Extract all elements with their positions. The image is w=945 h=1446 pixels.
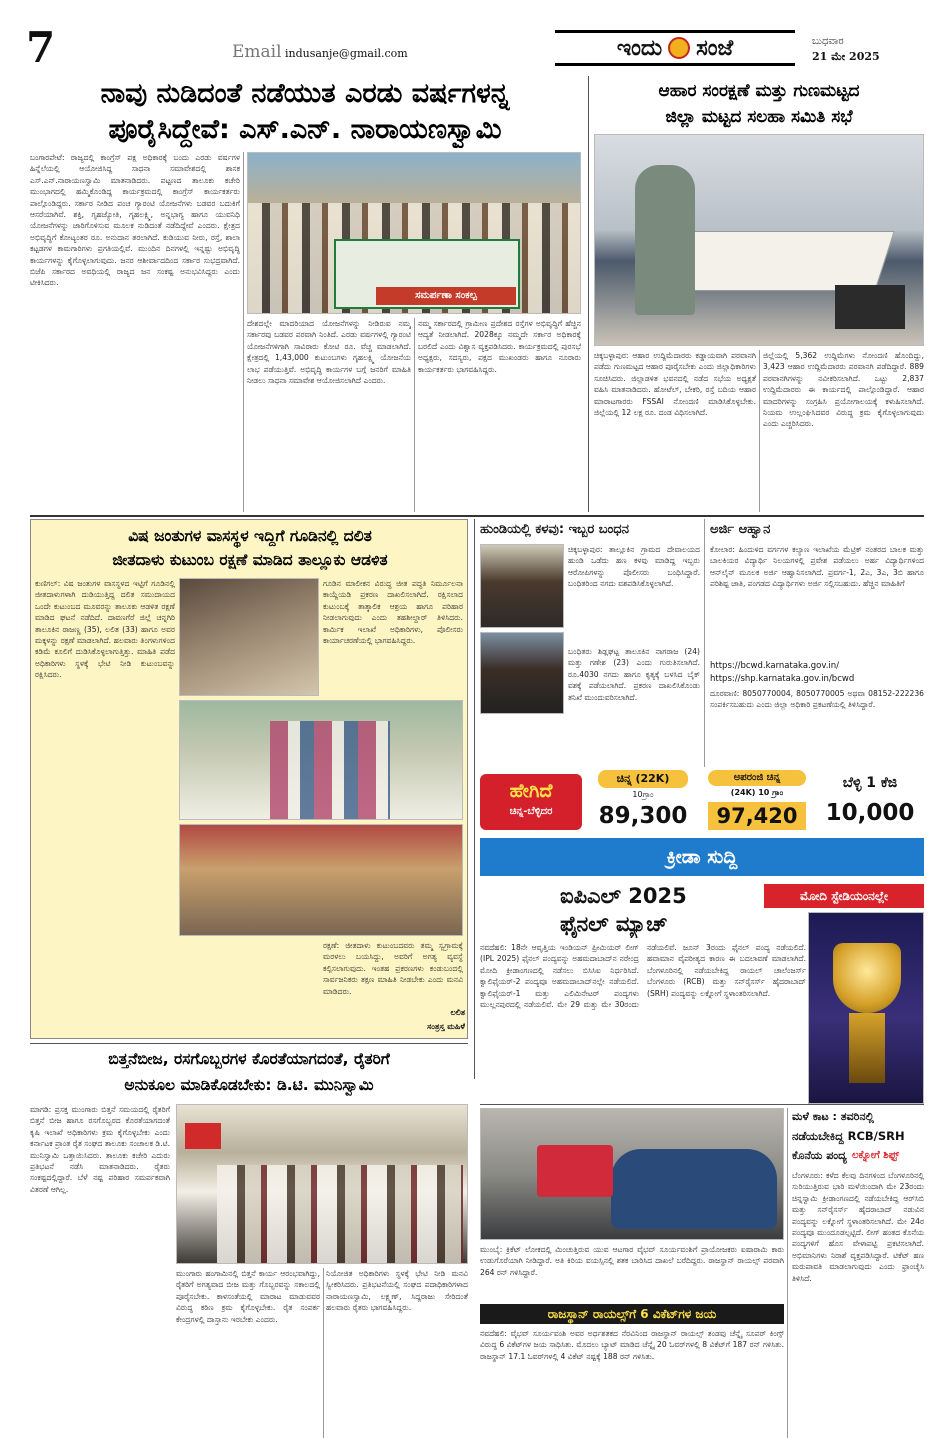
rr-caption: ಮುಂಬೈ: ಕ್ರಿಕೆಟ್ ಲೋಕದಲ್ಲಿ ಮಿಂಚುತ್ತಿರುವ ಯುವ ಆಟಗಾರ ವೈಭವ್ ಸೂರ್ಯವಂಶಿಗೆ ಪ್ರಾಯೋಜಕರು ಐಷಾರಾಮಿ ಕಾರು ಉಡುಗೊರೆಯಾಗಿ ನೀಡಿದ್ದಾರೆ. ಅತಿ ಕಿರಿಯ ವಯಸ್ಸಿನಲ್ಲಿ ಶತಕ ಬಾರಿಸಿದ ದಾಖಲೆ ಬರೆದಿದ್ದರು. ರಾಜಸ್ಥಾನ್ ರಾಯಲ್ಸ್ ಪರವಾಗಿ 264 ರನ್ ಗಳಿಸಿದ್ದಾರೆ. <box>480 1245 784 1277</box>
car-photo <box>480 1108 784 1240</box>
silver-card <box>816 770 924 832</box>
rr-body: ನವದೆಹಲಿ: ವೈಭವ್ ಸೂರ್ಯವಂಶಿ ಅವರ ಅರ್ಧಶತಕದ ನೆರವಿನಿಂದ ರಾಜಸ್ಥಾನ್ ರಾಯಲ್ಸ್ ತಂಡವು ಚೆನ್ನೈ ಸೂಪರ್ ಕಿಂಗ್ಸ್ ವಿರುದ್ಧ 6 ವಿಕೆಟ್‌ಗಳ ಜಯ ಸಾಧಿಸಿತು. ಮೊದಲು ಬ್ಯಾಟ್ ಮಾಡಿದ ಚೆನ್ನೈ 20 ಓವರ್‌ಗಳಲ್ಲಿ 8 ವಿಕೆಟ್‌ಗೆ 187 ರನ್ ಗಳಿಸಿತು. ರಾಜಸ್ಥಾನ್ 17.1 ಓವರ್‌ಗಳಲ್ಲಿ 4 ವಿಕೆಟ್ ನಷ್ಟಕ್ಕೆ 188 ರನ್ ಗಳಿಸಿತು. <box>480 1329 784 1361</box>
protest-photo <box>176 1104 468 1264</box>
gold24-card <box>702 770 812 832</box>
gold22-card <box>588 770 698 832</box>
sports-section-banner <box>480 838 924 876</box>
rr-headline: ರಾಜಸ್ಥಾನ್ ರಾಯಲ್ಸ್‌ಗೆ 6 ವಿಕೆಟ್‌ಗಳ ಜಯ <box>547 1307 717 1321</box>
food-body-col-1: ಚಿಕ್ಕಬಳ್ಳಾಪುರ: ಆಹಾರ ಉದ್ದಿಮೆದಾರರು ಕಡ್ಡಾಯವಾಗಿ ಪರವಾನಗಿ ಪಡೆದು ಗುಣಮಟ್ಟದ ಆಹಾರ ಪೂರೈಸಬೇಕು ಎಂದು ಜಿಲ್ಲಾಧಿಕಾರಿಗಳು ಸೂಚಿಸಿದರು. ಜಿಲ್ಲಾಡಳಿತ ಭವನದಲ್ಲಿ ನಡೆದ ಸಭೆಯ ಅಧ್ಯಕ್ಷತೆ ವಹಿಸಿ ಮಾತನಾಡಿದರು. ಹೋಟೆಲ್, ಬೇಕರಿ, ರಸ್ತೆ ಬದಿಯ ಆಹಾರ ಮಾರಾಟಗಾರರು FSSAI ನೋಂದಣಿ ಮಾಡಿಸಿಕೊಳ್ಳಬೇಕು. ಜಿಲ್ಲೆಯಲ್ಲಿ 12 ಲಕ್ಷ ರೂ. ದಂಡ ವಿಧಿಸಲಾಗಿದೆ. <box>594 351 756 418</box>
kiln-photo-1 <box>179 578 319 696</box>
horizontal-rule <box>30 515 924 517</box>
lead-headline-2: ಪೂರೈಸಿದ್ದೇವೆ: ಎಸ್.ಎನ್. ನಾರಾಯಣಸ್ವಾಮಿ <box>108 114 502 145</box>
sports-section-title: ಕ್ರೀಡಾ ಸುದ್ದಿ <box>666 846 738 868</box>
dalit-story-box <box>30 519 468 1039</box>
application-headline: ಅರ್ಜಿ ಆಹ್ವಾನ <box>710 522 771 537</box>
gold22-label: ಚಿನ್ನ (22K) <box>598 770 688 788</box>
column-rule <box>787 1108 788 1438</box>
lead-body-col-2: ದೇಶದಲ್ಲೇ ಮಾದರಿಯಾದ ಯೋಜನೆಗಳನ್ನು ನೀಡಿರುವ ನಮ್ಮ ಸರ್ಕಾರವು ಬಡವರ ಪರವಾಗಿ ನಿಂತಿದೆ. ಎರಡು ವರ್ಷಗಳಲ್ಲಿ ಗ್ಯಾರಂಟಿ ಯೋಜನೆಗಳಿಗಾಗಿ ಸಾವಿರಾರು ಕೋಟಿ ರೂ. ವೆಚ್ಚ ಮಾಡಲಾಗಿದೆ. ಕ್ಷೇತ್ರದಲ್ಲಿ 1,43,000 ಕುಟುಂಬಗಳು ಗೃಹಲಕ್ಷ್ಮಿ ಯೋಜನೆಯ ಲಾಭ ಪಡೆಯುತ್ತಿವೆ. ಅಭಿವೃದ್ಧಿ ಕಾರ್ಯಗಳ ಬಗ್ಗೆ ಜನರಿಗೆ ಮಾಹಿತಿ ನೀಡಲು ಸಾಧನಾ ಸಮಾವೇಶ ಆಯೋಜಿಸಲಾಗಿದೆ ಎಂದರು. <box>247 319 411 386</box>
gold22-unit: 10ಗ್ರಾಂ <box>632 790 654 799</box>
lead-body-col-1: ಬಂಗಾರಪೇಟೆ: ರಾಜ್ಯದಲ್ಲಿ ಕಾಂಗ್ರೆಸ್ ಪಕ್ಷ ಅಧಿಕಾರಕ್ಕೆ ಬಂದು ಎರಡು ವರ್ಷಗಳ ಹಿನ್ನೆಲೆಯಲ್ಲಿ ಆಯೋಜಿಸಿದ್ದ ಸಾಧನಾ ಸಮಾವೇಶದಲ್ಲಿ ಶಾಸಕ ಎಸ್.ಎನ್.ನಾರಾಯಣಸ್ವಾಮಿ ಮಾತನಾಡಿದರು. ಪಟ್ಟಣದ ತಾಲೂಕು ಕಚೇರಿ ಮುಂಭಾಗದಲ್ಲಿ ಹಮ್ಮಿಕೊಂಡಿದ್ದ ಕಾರ್ಯಕ್ರಮದಲ್ಲಿ ಕಾಂಗ್ರೆಸ್ ಕಾರ್ಯಕರ್ತರು ಪಾಲ್ಗೊಂಡಿದ್ದರು. ಸರ್ಕಾರ ನೀಡಿದ ಪಂಚ ಗ್ಯಾರಂಟಿ ಯೋಜನೆಗಳು ಬಡವರ ಬದುಕಿಗೆ ಆಸರೆಯಾಗಿವೆ. ಶಕ್ತಿ, ಗೃಹಜ್ಯೋತಿ, ಗೃಹಲಕ್ಷ್ಮಿ, ಅನ್ನಭಾಗ್ಯ ಹಾಗೂ ಯುವನಿಧಿ ಯೋಜನೆಗಳನ್ನು ಜಾರಿಗೊಳಿಸುವ ಮೂಲಕ ನುಡಿದಂತೆ ನಡೆದಿದ್ದೇವೆ ಎಂದರು. ಕ್ಷೇತ್ರದ ಅಭಿವೃದ್ಧಿಗೆ ಕೋಟ್ಯಂತರ ರೂ. ಅನುದಾನ ತರಲಾಗಿದೆ. ಕುಡಿಯುವ ನೀರು, ರಸ್ತೆ, ಶಾಲಾ ಕಟ್ಟಡಗಳ ಕಾಮಗಾರಿಗಳು ಪ್ರಗತಿಯಲ್ಲಿವೆ. ಮುಂದಿನ ದಿನಗಳಲ್ಲಿ ಇನ್ನಷ್ಟು ಅಭಿವೃದ್ಧಿ ಕಾರ್ಯಗಳನ್ನು ಕೈಗೊಳ್ಳಲಾಗುವುದು. ಜನರ ಆಶೀರ್ವಾದದಿಂದ ಸರ್ಕಾರ ಸುಭದ್ರವಾಗಿದೆ. ಬಿಜೆಪಿ ಸರ್ಕಾರದ ಅವಧಿಯಲ್ಲಿ ರಾಜ್ಯದ ಜನ ಸಂಕಷ್ಟ ಅನುಭವಿಸಿದ್ದರು ಎಂದು ಟೀಕಿಸಿದರು. <box>30 153 240 288</box>
section-divider <box>474 519 475 1079</box>
rcb-headline-1: ಮಳೆ ಕಾಟ : ತವರಿನಲ್ಲಿ <box>792 1110 874 1123</box>
lead-headline-1: ನಾವು ನುಡಿದಂತೆ ನಡೆಯುತ ಎರಡು ವರ್ಷಗಳನ್ನ <box>100 78 510 109</box>
ipl-headline-2: ಫೈನಲ್ ಮ್ಯಾಚ್ <box>560 912 668 936</box>
lead-body-col-3: ನಮ್ಮ ಸರ್ಕಾರದಲ್ಲಿ ಗ್ರಾಮೀಣ ಪ್ರದೇಶದ ರಸ್ತೆಗಳ ಅಭಿವೃದ್ಧಿಗೆ ಹೆಚ್ಚಿನ ಆದ್ಯತೆ ನೀಡಲಾಗಿದೆ. 2028ಕ್ಕೂ ನಮ್ಮದೇ ಸರ್ಕಾರ ಅಧಿಕಾರಕ್ಕೆ ಬರಲಿದೆ ಎಂದು ವಿಶ್ವಾಸ ವ್ಯಕ್ತಪಡಿಸಿದರು. ಕಾರ್ಯಕ್ರಮದಲ್ಲಿ ಪುರಸಭೆ ಅಧ್ಯಕ್ಷರು, ಸದಸ್ಯರು, ಪಕ್ಷದ ಮುಖಂಡರು ಹಾಗೂ ನೂರಾರು ಕಾರ್ಯಕರ್ತರು ಭಾಗವಹಿಸಿದ್ದರು. <box>418 319 581 374</box>
gold24-unit: (24K) 10 ಗ್ರಾಂ <box>730 788 784 797</box>
weekday: ಬುಧವಾರ <box>812 36 844 47</box>
application-link-2[interactable]: https://shp.karnataka.gov.in/bcwd <box>710 674 855 684</box>
section-divider <box>588 76 589 512</box>
application-link-1[interactable]: https://bcwd.karnataka.gov.in/ <box>710 661 840 671</box>
column-rule <box>414 318 415 512</box>
food-headline-2: ಜಿಲ್ಲಾ ಮಟ್ಟದ ಸಲಹಾ ಸಮಿತಿ ಸಭೆ <box>665 107 853 127</box>
logo-right-text: ಸಂಜೆ <box>696 35 734 61</box>
food-body-col-2: ಜಿಲ್ಲೆಯಲ್ಲಿ 5,362 ಉದ್ದಿಮೆಗಳು ನೋಂದಣಿ ಹೊಂದಿದ್ದು, 3,423 ಆಹಾರ ಉದ್ದಿಮೆದಾರರು ಪರವಾನಗಿ ಪಡೆದಿದ್ದಾರೆ. 889 ಪರವಾನಗಿಗಳನ್ನು ನವೀಕರಿಸಲಾಗಿದೆ. ಒಟ್ಟು 2,837 ಉದ್ದಿಮೆದಾರರು ಈ ಕಾರ್ಯದಲ್ಲಿ ಪಾಲ್ಗೊಂಡಿದ್ದಾರೆ. ಆಹಾರ ಮಾದರಿಗಳನ್ನು ಸಂಗ್ರಹಿಸಿ ಪ್ರಯೋಗಾಲಯಕ್ಕೆ ಕಳುಹಿಸಲಾಗಿದೆ. ನಿಯಮ ಉಲ್ಲಂಘಿಸಿದವರ ವಿರುದ್ಧ ಕ್ರಮ ಕೈಗೊಳ್ಳಲಾಗುವುದು ಎಂದು ಎಚ್ಚರಿಸಿದರು. <box>763 351 924 429</box>
logo-left-text: ಇಂದು <box>616 35 663 61</box>
ipl-tag: ಮೋದಿ ಸ್ಟೇಡಿಯಂನಲ್ಲೇ <box>764 884 924 908</box>
kiln-photo-2 <box>179 700 463 820</box>
ipl-body-main: ನವದೆಹಲಿ: 18ನೇ ಆವೃತ್ತಿಯ ಇಂಡಿಯನ್ ಪ್ರೀಮಿಯರ್ ಲೀಗ್ (IPL 2025) ಫೈನಲ್ ಪಂದ್ಯವನ್ನು ಅಹಮದಾಬಾದ್‌ನ ನರೇಂದ್ರ ಮೋದಿ ಕ್ರೀಡಾಂಗಣದಲ್ಲಿ ನಡೆಸಲು ಬಿಸಿಸಿಐ ನಿರ್ಧರಿಸಿದೆ. ಕ್ವಾಲಿಫೈಯರ್-2 ಪಂದ್ಯವೂ ಅಹಮದಾಬಾದ್‌ನಲ್ಲೇ ನಡೆಯಲಿದೆ. ಕ್ವಾಲಿಫೈಯರ್-1 ಮತ್ತು ಎಲಿಮಿನೇಟರ್ ಪಂದ್ಯಗಳು ಮುಲ್ಲನಪುರದಲ್ಲಿ ನಡೆಯಲಿವೆ. ಮೇ 29 ಮತ್ತು ಮೇ 30ರಂದು ನಡೆಯಲಿವೆ. ಜೂನ್ 3ರಂದು ಫೈನಲ್ ಪಂದ್ಯ ನಡೆಯಲಿದೆ. ಹವಾಮಾನ ವೈಪರೀತ್ಯದ ಕಾರಣ ಈ ಬದಲಾವಣೆ ಮಾಡಲಾಗಿದೆ. ಬೆಂಗಳೂರಿನಲ್ಲಿ ನಡೆಯಬೇಕಿದ್ದ ರಾಯಲ್ ಚಾಲೆಂಜರ್ಸ್ ಬೆಂಗಳೂರು (RCB) ಮತ್ತು ಸನ್‌ರೈಸರ್ಸ್ ಹೈದರಾಬಾದ್ (SRH) ಪಂದ್ಯವನ್ನು ಲಕ್ನೋಗೆ ಸ್ಥಳಾಂತರಿಸಲಾಗಿದೆ. <box>480 943 806 1010</box>
banner-board <box>334 239 520 309</box>
people-group <box>270 721 390 819</box>
column-rule <box>323 1268 324 1438</box>
issue-date: 21 ಮೇ 2025 <box>812 50 880 63</box>
laptop-shape <box>835 285 905 329</box>
trophy-base <box>849 1013 885 1083</box>
theft-body-2: ಬಂಧಿತರು ಶಿಡ್ಲಘಟ್ಟ ತಾಲೂಕಿನ ನಾಗರಾಜ (24) ಮತ್ತು ಗಣೇಶ (23) ಎಂದು ಗುರುತಿಸಲಾಗಿದೆ. ರೂ.4030 ನಗದು ಹಾಗೂ ಕೃತ್ಯಕ್ಕೆ ಬಳಸಿದ ಬೈಕ್ ವಶಕ್ಕೆ ಪಡೆಯಲಾಗಿದೆ. ಪ್ರಕರಣ ದಾಖಲಿಸಿಕೊಂಡು ತನಿಖೆ ಮುಂದುವರಿಸಲಾಗಿದೆ. <box>568 647 700 702</box>
application-body: ಕೋಲಾರ: ಹಿಂದುಳಿದ ವರ್ಗಗಳ ಕಲ್ಯಾಣ ಇಲಾಖೆಯ ಮೆಟ್ರಿಕ್ ನಂತರದ ಬಾಲಕ ಮತ್ತು ಬಾಲಕಿಯರ ವಿದ್ಯಾರ್ಥಿ ನಿಲಯಗಳಲ್ಲಿ ಪ್ರವೇಶ ಪಡೆಯಲು ಅರ್ಹ ವಿದ್ಯಾರ್ಥಿಗಳಿಂದ ಆನ್‌ಲೈನ್ ಮೂಲಕ ಅರ್ಜಿ ಆಹ್ವಾನಿಸಲಾಗಿದೆ. ಪ್ರವರ್ಗ-1, 2ಎ, 3ಎ, 3ಬಿ ಹಾಗೂ ಪರಿಶಿಷ್ಟ ಜಾತಿ, ಪಂಗಡದ ವಿದ್ಯಾರ್ಥಿಗಳು ಅರ್ಜಿ ಸಲ್ಲಿಸಬಹುದು. ಹೆಚ್ಚಿನ ಮಾಹಿತಿಗೆ <box>710 545 924 589</box>
masthead <box>0 0 945 72</box>
speaker-figure <box>635 165 695 315</box>
dalit-body-col-2: ಗೂಡಿನ ಮಾಲೀಕನ ವಿರುದ್ಧ ಜೀತ ಪದ್ಧತಿ ನಿರ್ಮೂಲನಾ ಕಾಯ್ದೆಯಡಿ ಪ್ರಕರಣ ದಾಖಲಿಸಲಾಗಿದೆ. ರಕ್ಷಿಸಲಾದ ಕುಟುಂಬಕ್ಕೆ ತಾತ್ಕಾಲಿಕ ಆಶ್ರಯ ಹಾಗೂ ಪರಿಹಾರ ನೀಡಲಾಗುವುದು ಎಂದು ತಹಶೀಲ್ದಾರ್ ತಿಳಿಸಿದರು. ಕಾರ್ಮಿಕ ಇಲಾಖೆ ಅಧಿಕಾರಿಗಳು, ಪೊಲೀಸರು ಕಾರ್ಯಾಚರಣೆಯಲ್ಲಿ ಭಾಗವಹಿಸಿದ್ದರು. <box>323 579 463 646</box>
gold24-label: ಅಪರಂಜಿ ಚಿನ್ನ <box>708 770 806 786</box>
sponsor-card <box>537 1145 613 1197</box>
meeting-photo <box>594 134 924 346</box>
gold22-value: 89,300 <box>598 803 688 829</box>
silver-label: ಬೆಳ್ಳಿ 1 ಕೆಜಿ <box>842 775 898 791</box>
horizontal-rule <box>30 1043 468 1044</box>
kiln-photo-3 <box>179 824 463 936</box>
horizontal-rule <box>480 1104 924 1105</box>
dalit-body-col-3: ರಕ್ಷಣೆ: ಜೀತದಾಳು ಕುಟುಂಬದವರು ತಮ್ಮ ಸ್ವಗ್ರಾಮಕ್ಕೆ ಮರಳಲು ಬಯಸಿದ್ದು, ಅವರಿಗೆ ಅಗತ್ಯ ವ್ಯವಸ್ಥೆ ಕಲ್ಪಿಸಲಾಗುವುದು. ಇಂತಹ ಪ್ರಕರಣಗಳು ಕಂಡುಬಂದಲ್ಲಿ ಸಾರ್ವಜನಿಕರು ತಕ್ಷಣ ಮಾಹಿತಿ ನೀಡಬೇಕು ಎಂದು ಮನವಿ ಮಾಡಿದರು. <box>323 941 463 996</box>
rcb-headline-3: ಕೊನೆಯ ಪಂದ್ಯ <box>792 1149 847 1162</box>
silver-value: 10,000 <box>825 800 915 826</box>
farmers-headline-2: ಅನುಕೂಲ ಮಾಡಿಕೊಡಬೇಕು: ಡಿ.ಟಿ. ಮುನಿಸ್ವಾಮಿ <box>124 1076 374 1094</box>
banner-text: ಸಮರ್ಪಣಾ ಸಂಕಲ್ಪ <box>376 287 516 305</box>
farmers-body-col-2: ಮುಂಗಾರು ಹಂಗಾಮಿನಲ್ಲಿ ಬಿತ್ತನೆ ಕಾರ್ಯ ಆರಂಭವಾಗಿದ್ದು, ರೈತರಿಗೆ ಅಗತ್ಯವಾದ ಬೀಜ ಮತ್ತು ಗೊಬ್ಬರವನ್ನು ಸಕಾಲದಲ್ಲಿ ಪೂರೈಸಬೇಕು. ಕಾಳಸಂತೆಯಲ್ಲಿ ಮಾರಾಟ ಮಾಡುವವರ ವಿರುದ್ಧ ಕಠಿಣ ಕ್ರಮ ಕೈಗೊಳ್ಳಬೇಕು. ರೈತ ಸಂಪರ್ಕ ಕೇಂದ್ರಗಳಲ್ಲಿ ದಾಸ್ತಾನು ಇರಬೇಕು ಎಂದರು. <box>176 1269 320 1324</box>
masthead-logo <box>555 30 795 66</box>
rcb-headline-2: ನಡೆಯಬೇಕಿದ್ದ RCB/SRH <box>792 1129 905 1143</box>
email-address[interactable]: indusanje@gmail.com <box>285 47 408 60</box>
rates-label-box <box>480 774 582 830</box>
rr-headline-bar <box>480 1304 784 1324</box>
dalit-headline-1: ವಿಷ ಜಂತುಗಳ ವಾಸಸ್ಥಳ ಇದ್ದಿಗೆ ಗೂಡಿನಲ್ಲಿ ದಲಿತ <box>128 527 372 545</box>
rates-label-1: ಹೇಗಿದೆ <box>509 780 553 802</box>
theft-body-1: ಚಿಕ್ಕಬಳ್ಳಾಪುರ: ತಾಲ್ಲೂಕಿನ ಗ್ರಾಮದ ದೇವಾಲಯದ ಹುಂಡಿ ಒಡೆದು ಹಣ ಕಳವು ಮಾಡಿದ್ದ ಇಬ್ಬರು ಆರೋಪಿಗಳನ್ನು ಪೊಲೀಸರು ಬಂಧಿಸಿದ್ದಾರೆ. ಬಂಧಿತರಿಂದ ನಗದು ವಶಪಡಿಸಿಕೊಳ್ಳಲಾಗಿದೆ. <box>568 545 700 589</box>
dalit-byline-2: ಸಂತ್ರಸ್ತ ಮಹಿಳೆ <box>427 1022 465 1031</box>
lead-rally-photo <box>247 152 581 314</box>
email-label: Email <box>232 42 282 62</box>
people-group <box>217 1165 463 1263</box>
farmers-body-col-1: ಮಾಗಡಿ: ಪ್ರಸಕ್ತ ಮುಂಗಾರು ಬಿತ್ತನೆ ಸಮಯದಲ್ಲಿ ರೈತರಿಗೆ ಬಿತ್ತನೆ ಬೀಜ ಹಾಗೂ ರಸಗೊಬ್ಬರದ ಕೊರತೆಯಾಗದಂತೆ ಕೃಷಿ ಇಲಾಖೆ ಅಧಿಕಾರಿಗಳು ಕ್ರಮ ಕೈಗೊಳ್ಳಬೇಕು ಎಂದು ಕರ್ನಾಟಕ ಪ್ರಾಂತ ರೈತ ಸಂಘದ ತಾಲೂಕು ಸಂಚಾಲಕ ಡಿ.ಟಿ. ಮುನಿಸ್ವಾಮಿ ಒತ್ತಾಯಿಸಿದರು. ತಾಲೂಕು ಕಚೇರಿ ಎದುರು ಪ್ರತಿಭಟನೆ ನಡೆಸಿ ಮಾತನಾಡಿದರು. ರೈತರು ಸಂಕಷ್ಟದಲ್ಲಿದ್ದಾರೆ. ಬೆಳೆ ನಷ್ಟ ಪರಿಹಾರ ಸಮರ್ಪಕವಾಗಿ ವಿತರಣೆ ಆಗಿಲ್ಲ. <box>30 1105 170 1194</box>
car-shape <box>611 1149 777 1229</box>
rates-strip <box>480 770 924 832</box>
flag-shape <box>185 1123 221 1149</box>
column-rule <box>243 152 244 512</box>
theft-headline: ಹುಂಡಿಯಲ್ಲಿ ಕಳವು: ಇಬ್ಬರ ಬಂಧನ <box>480 522 629 537</box>
logo-sun-icon <box>668 37 690 59</box>
accused-photo-1 <box>480 544 564 628</box>
farmers-headline-1: ಬಿತ್ತನೆಬೀಜ, ರಸಗೊಬ್ಬರಗಳ ಕೊರತೆಯಾಗದಂತೆ, ರೈತರಿಗೆ <box>108 1050 390 1068</box>
column-rule <box>759 350 760 512</box>
trophy-cup <box>833 943 901 1013</box>
food-headline-1: ಆಹಾರ ಸಂರಕ್ಷಣೆ ಮತ್ತು ಗುಣಮಟ್ಟದ <box>658 81 860 101</box>
rates-label-2: ಚಿನ್ನ-ಬೆಳ್ಳಿದರ <box>509 806 553 817</box>
accused-photo-2 <box>480 632 564 714</box>
application-contact: ದೂರವಾಣಿ: 8050770004, 8050770005 ಅಥವಾ 08152-222236 ಸಂಪರ್ಕಿಸಬಹುದು ಎಂದು ಜಿಲ್ಲಾ ಅಧಿಕಾರಿ ಪ್ರಕಟಣೆಯಲ್ಲಿ ತಿಳಿಸಿದ್ದಾರೆ. <box>710 689 924 710</box>
page-number: 7 <box>26 26 56 70</box>
rcb-headline-tag: ಲಕ್ನೋಗೆ ಶಿಫ್ಟ್ <box>852 1150 900 1161</box>
rcb-body: ಬೆಂಗಳೂರು: ಕಳೆದ ಕೆಲವು ದಿನಗಳಿಂದ ಬೆಂಗಳೂರಿನಲ್ಲಿ ಸುರಿಯುತ್ತಿರುವ ಭಾರಿ ಮಳೆಯಿಂದಾಗಿ ಮೇ 23ರಂದು ಚಿನ್ನಸ್ವಾಮಿ ಕ್ರೀಡಾಂಗಣದಲ್ಲಿ ನಡೆಯಬೇಕಿದ್ದ ಆರ್‌ಸಿಬಿ ಮತ್ತು ಸನ್‌ರೈಸರ್ಸ್ ಹೈದರಾಬಾದ್ ನಡುವಿನ ಪಂದ್ಯವನ್ನು ಲಕ್ನೋಗೆ ಸ್ಥಳಾಂತರಿಸಲಾಗಿದೆ. ಮೇ 24ರ ಪಂದ್ಯವೂ ಮುಂದೂಡಲ್ಪಟ್ಟಿದೆ. ಲೀಗ್ ಹಂತದ ಕೊನೆಯ ಪಂದ್ಯಗಳಿಗೆ ಹೊಸ ವೇಳಾಪಟ್ಟಿ ಪ್ರಕಟಿಸಲಾಗಿದೆ. ಅಭಿಮಾನಿಗಳು ನಿರಾಶೆ ವ್ಯಕ್ತಪಡಿಸಿದ್ದಾರೆ. ಟಿಕೆಟ್ ಹಣ ಮರುಪಾವತಿ ಮಾಡಲಾಗುವುದು ಎಂದು ಫ್ರಾಂಚೈಸಿ ತಿಳಿಸಿದೆ. <box>792 1171 924 1283</box>
gold24-value: 97,420 <box>708 802 806 830</box>
ipl-trophy-photo <box>808 912 924 1104</box>
column-rule <box>704 519 705 767</box>
dalit-headline-2: ಜೀತದಾಳು ಕುಟುಂಬ ರಕ್ಷಣೆ ಮಾಡಿದ ತಾಲ್ಲೂಕು ಆಡಳಿತ <box>112 551 388 569</box>
farmers-body-col-3: ನಿಯೋಜಿತ ಅಧಿಕಾರಿಗಳು ಸ್ಥಳಕ್ಕೆ ಭೇಟಿ ನೀಡಿ ಮನವಿ ಸ್ವೀಕರಿಸಿದರು. ಪ್ರತಿಭಟನೆಯಲ್ಲಿ ಸಂಘದ ಪದಾಧಿಕಾರಿಗಳಾದ ನಾರಾಯಣಸ್ವಾಮಿ, ಲಕ್ಷ್ಮಣ್, ಸಿದ್ದರಾಜು ಸೇರಿದಂತೆ ಹಲವಾರು ರೈತರು ಭಾಗವಹಿಸಿದ್ದರು. <box>326 1269 468 1313</box>
dalit-body-col-1: ಕುಣಿಗಲ್: ವಿಷ ಜಂತುಗಳ ವಾಸಸ್ಥಳದ ಇಟ್ಟಿಗೆ ಗೂಡಿನಲ್ಲಿ ಜೀತದಾಳುಗಳಾಗಿ ದುಡಿಯುತ್ತಿದ್ದ ದಲಿತ ಸಮುದಾಯದ ಒಂದೇ ಕುಟುಂಬದ ಮೂವರನ್ನು ತಾಲೂಕು ಆಡಳಿತ ರಕ್ಷಣೆ ಮಾಡಿದ ಘಟನೆ ನಡೆದಿದೆ. ದಾವಣಗೆರೆ ಜಿಲ್ಲೆ ಚನ್ನಗಿರಿ ತಾಲೂಕಿನ ರಾಜಣ್ಣ (35), ಲಲಿತ (33) ಹಾಗೂ ಅವರ ಮಕ್ಕಳನ್ನು ರಕ್ಷಣೆ ಮಾಡಲಾಗಿದೆ. ಹಲವಾರು ತಿಂಗಳುಗಳಿಂದ ಕಡಿಮೆ ಕೂಲಿಗೆ ದುಡಿಸಿಕೊಳ್ಳಲಾಗುತ್ತಿತ್ತು. ಮಾಹಿತಿ ಪಡೆದ ಅಧಿಕಾರಿಗಳು ಸ್ಥಳಕ್ಕೆ ಭೇಟಿ ನೀಡಿ ಕುಟುಂಬವನ್ನು ರಕ್ಷಿಸಿದರು. <box>35 579 175 680</box>
ipl-headline: ಐಪಿಎಲ್ 2025 <box>560 884 687 908</box>
dalit-byline-1: ಲಲಿತ <box>450 1008 465 1017</box>
